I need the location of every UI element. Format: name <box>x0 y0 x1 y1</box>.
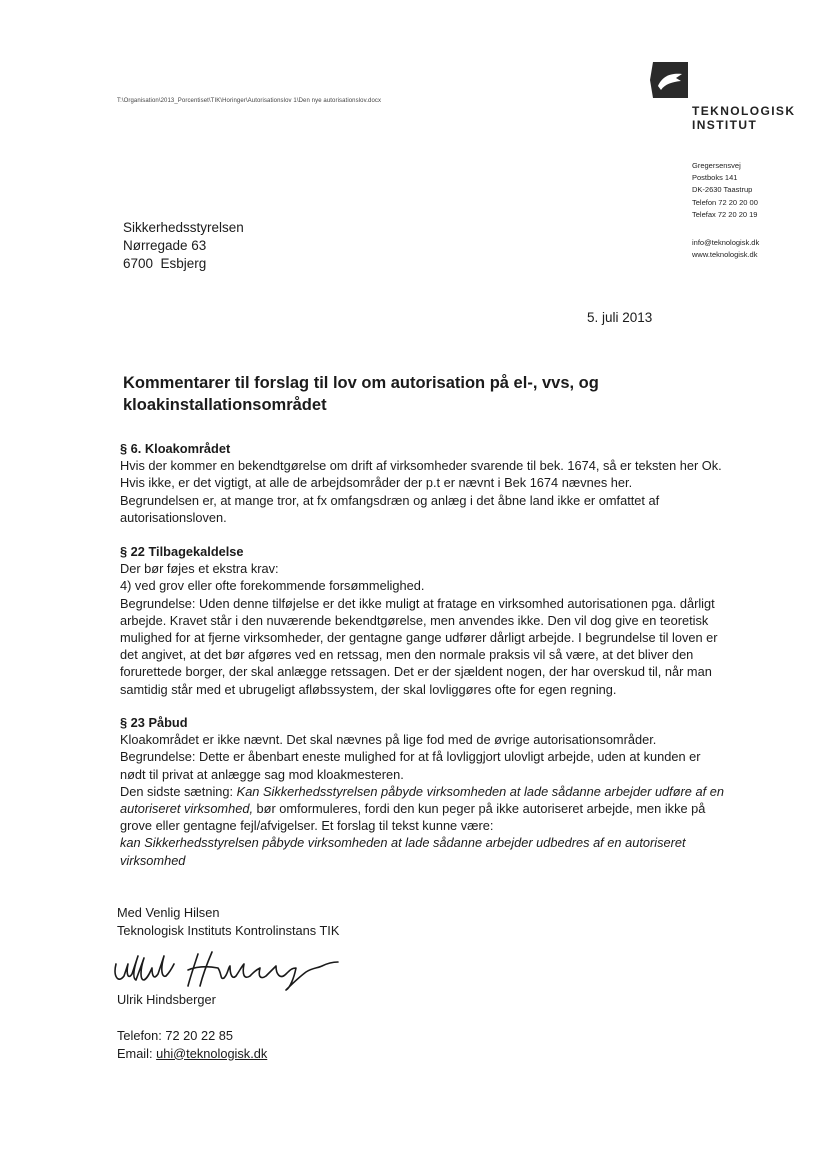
contact-website: www.teknologisk.dk <box>692 250 758 260</box>
proposed-text <box>120 834 735 851</box>
contact-city: DK-2630 Taastrup <box>692 185 753 195</box>
section-line-mixed <box>120 783 735 800</box>
section-line: Hvis der kommer en bekendtgørelse om drift af virksomheder svarende til bek. 1674, så er teksten her Ok. <box>120 458 722 474</box>
email-link[interactable]: uhi@teknologisk.dk <box>156 1045 268 1061</box>
section-line: Der bør føjes et ekstra krav: <box>120 561 279 577</box>
phone-number: Telefon: 72 20 22 85 <box>117 1028 233 1043</box>
closing-greeting: Med Venlig Hilsen <box>117 905 220 920</box>
contact-email: info@teknologisk.dk <box>692 238 760 248</box>
section-paabud <box>120 714 735 869</box>
email-label: Email: <box>117 1045 157 1061</box>
section-line: grove eller gentagne fejl/afvigelser. Et forslag til tekst kunne være: <box>120 818 494 834</box>
closing-org: Teknologisk Instituts Kontrolinstans TIK <box>117 922 340 938</box>
letter-date: 5. juli 2013 <box>587 310 653 325</box>
handwritten-signature <box>110 950 340 992</box>
contact-postbox: Postboks 141 <box>692 173 738 183</box>
contact-street: Gregersensvej <box>692 161 741 170</box>
brand-line-2: INSTITUT <box>692 118 758 132</box>
quoted-text: autoriseret virksomhed, <box>120 801 253 817</box>
section-line: Kloakområdet er ikke nævnt. Det skal nævnes på lige fod med de øvrige autorisationsområder. <box>120 732 657 748</box>
teknologisk-logo-icon <box>650 62 688 98</box>
contact-phone: Telefon 72 20 20 00 <box>692 197 758 207</box>
section-line: Begrundelsen er, at mange tror, at fx omfangsdræn og anlæg i det åbne land ikke er omfattet af <box>120 492 660 508</box>
recipient-name: Sikkerhedsstyrelsen <box>123 220 244 235</box>
section-line: 4) ved grov eller ofte forekommende forsømmelighed. <box>120 578 425 594</box>
file-path: T:\Organisation\2013_Porcentiset\TIK\Horinger\Autorisationslov 1\Den nye autorisationslov.docx <box>117 98 382 104</box>
proposed-text-line: virksomhed <box>120 852 186 868</box>
contact-fax: Telefax 72 20 20 19 <box>692 209 758 219</box>
proposed-text <box>120 852 735 869</box>
section-line: Begrundelse: Dette er åbenbart eneste mulighed for at få lovliggjort ulovligt arbejde, uden at kunden er <box>120 749 701 765</box>
recipient-city: 6700 Esbjerg <box>123 256 207 271</box>
section-line: autorisationsloven. <box>120 509 227 525</box>
recipient-street: Nørregade 63 <box>123 238 207 253</box>
section-kloakomraadet <box>120 440 735 526</box>
contact-details <box>117 1027 267 1062</box>
section-line-mixed <box>120 800 735 817</box>
section-line: nødt til privat at anlægge sag mod kloakmesteren. <box>120 766 404 782</box>
recipient-address <box>123 219 244 273</box>
section-line: Hvis ikke, er det vigtigt, at alle de arbejdsområder der p.t er nævnt i Bek 1674 nævnes her. <box>120 475 633 491</box>
line-text: bør omformuleres, fordi den kun peger på ikke autoriseret arbejde, men ikke på <box>253 801 706 817</box>
section-heading: § 6. Kloakområdet <box>120 441 231 456</box>
section-heading: § 22 Tilbagekaldelse <box>120 544 244 559</box>
section-line: Begrundelse: Uden denne tilføjelse er det ikke muligt at fratage en virksomhed autorisationen pga. dårligt <box>120 595 715 611</box>
brand-line-1: TEKNOLOGISK <box>692 104 796 118</box>
signer-name: Ulrik Hindsberger <box>117 992 216 1007</box>
proposed-text-line: kan Sikkerhedsstyrelsen påbyde virksomheden at lade sådanne arbejder udbedres af en autoriseret <box>120 835 686 851</box>
section-line: mulighed for at fjerne virksomheder, der gentagne gange udfører dårligt arbejde. I begrundelse til loven er <box>120 630 718 646</box>
email-line <box>117 1045 267 1063</box>
section-line: samtidig står med et ubrugeligt afløbssystem, der skal lovliggøres ofte for egen regning. <box>120 681 617 697</box>
section-line: arbejde. Kravet står i den nuværende bekendtgørelse, men anvendes ikke. Den vil dog give en teoretisk <box>120 612 709 628</box>
section-tilbagekaldelse <box>120 543 735 698</box>
quoted-text: Kan Sikkerhedsstyrelsen påbyde virksomheden at lade sådanne arbejder udføre af en <box>236 783 724 799</box>
section-line: forurettede borger, der skal anlægge retssagen. Det er der sjældent nogen, der har overskud til, når man <box>120 664 712 680</box>
section-line: det angivet, at det bør afgøres ved en retssag, men den normale praksis vil så være, at det bliver den <box>120 647 694 663</box>
closing <box>117 904 339 939</box>
letter-title: Kommentarer til forslag til lov om autorisation på el-, vvs, og kloakinstallationsområdet <box>123 374 599 414</box>
letterhead-brand <box>692 104 795 132</box>
letterhead-contact <box>692 160 759 261</box>
section-heading: § 23 Påbud <box>120 715 188 730</box>
line-text: Den sidste sætning: <box>120 783 237 799</box>
